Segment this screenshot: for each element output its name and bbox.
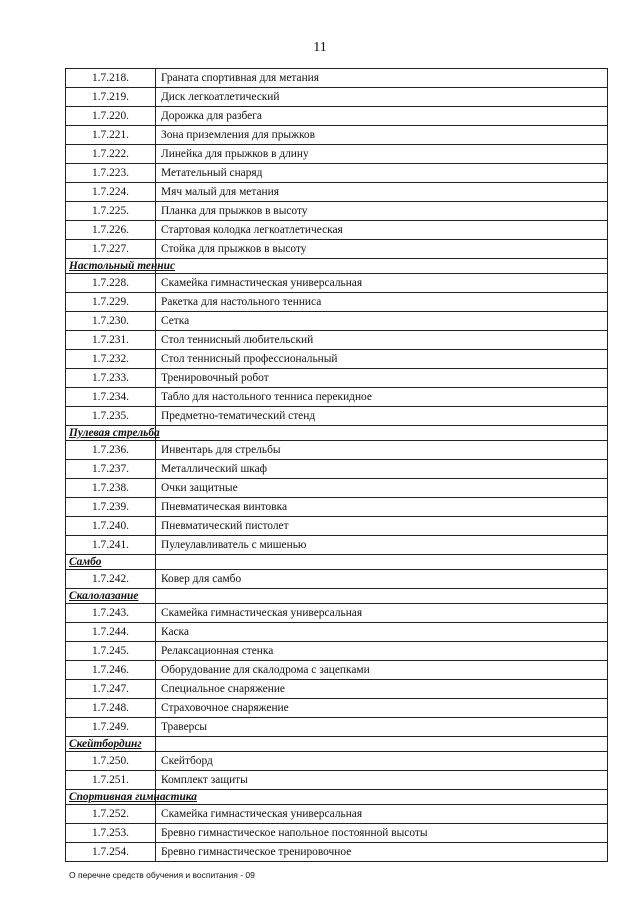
footer-note: О перечне средств обучения и воспитания - 09 (69, 870, 255, 880)
table-row (66, 604, 608, 623)
item-code: 1.7.239. (66, 498, 156, 517)
item-code: 1.7.240. (66, 517, 156, 536)
table-row (66, 623, 608, 642)
item-name: Мяч малый для метания (156, 183, 608, 202)
item-name: Каска (156, 623, 608, 642)
item-name: Инвентарь для стрельбы (156, 441, 608, 460)
item-name: Бревно гимнастическое тренировочное (156, 843, 608, 862)
item-name: Пневматическая винтовка (156, 498, 608, 517)
item-code: 1.7.219. (66, 88, 156, 107)
item-name: Релаксационная стенка (156, 642, 608, 661)
item-name: Зона приземления для прыжков (156, 126, 608, 145)
section-row (66, 259, 608, 274)
item-code: 1.7.237. (66, 460, 156, 479)
item-code: 1.7.226. (66, 221, 156, 240)
item-name: Специальное снаряжение (156, 680, 608, 699)
page-number: 11 (313, 40, 327, 55)
section-row (66, 790, 608, 805)
item-code: 1.7.232. (66, 350, 156, 369)
item-code: 1.7.233. (66, 369, 156, 388)
item-name: Предметно-тематический стенд (156, 407, 608, 426)
item-code: 1.7.225. (66, 202, 156, 221)
table-row (66, 460, 608, 479)
item-code: 1.7.242. (66, 570, 156, 589)
item-code: 1.7.249. (66, 718, 156, 737)
item-code: 1.7.223. (66, 164, 156, 183)
item-name: Оборудование для скалодрома с зацепками (156, 661, 608, 680)
item-code: 1.7.230. (66, 312, 156, 331)
table-row (66, 164, 608, 183)
item-name: Бревно гимнастическое напольное постоянной высоты (156, 824, 608, 843)
table-row (66, 350, 608, 369)
item-name: Скамейка гимнастическая универсальная (156, 604, 608, 623)
table-row (66, 240, 608, 259)
item-code: 1.7.251. (66, 771, 156, 790)
item-code: 1.7.244. (66, 623, 156, 642)
table-row (66, 699, 608, 718)
item-name: Пневматический пистолет (156, 517, 608, 536)
section-empty-cell (156, 589, 608, 604)
table-row (66, 498, 608, 517)
item-name: Тренировочный робот (156, 369, 608, 388)
item-name: Скейтборд (156, 752, 608, 771)
item-code: 1.7.228. (66, 274, 156, 293)
table-row (66, 69, 608, 88)
table-row (66, 293, 608, 312)
section-empty-cell (156, 555, 608, 570)
section-title: Самбо (66, 555, 156, 570)
item-code: 1.7.243. (66, 604, 156, 623)
section-empty-cell (156, 259, 608, 274)
table-row (66, 570, 608, 589)
item-code: 1.7.231. (66, 331, 156, 350)
section-empty-cell (156, 790, 608, 805)
item-code: 1.7.250. (66, 752, 156, 771)
table-row (66, 126, 608, 145)
table-row (66, 88, 608, 107)
item-code: 1.7.246. (66, 661, 156, 680)
table-row (66, 369, 608, 388)
item-name: Дорожка для разбега (156, 107, 608, 126)
item-name: Очки защитные (156, 479, 608, 498)
item-name: Ракетка для настольного тенниса (156, 293, 608, 312)
item-name: Скамейка гимнастическая универсальная (156, 274, 608, 293)
section-row (66, 589, 608, 604)
item-code: 1.7.235. (66, 407, 156, 426)
section-title: Настольный теннис (66, 259, 156, 274)
item-name: Сетка (156, 312, 608, 331)
item-code: 1.7.248. (66, 699, 156, 718)
item-name: Ковер для самбо (156, 570, 608, 589)
table-row (66, 274, 608, 293)
item-code: 1.7.238. (66, 479, 156, 498)
table-row (66, 517, 608, 536)
table-row (66, 771, 608, 790)
item-code: 1.7.253. (66, 824, 156, 843)
table-row (66, 107, 608, 126)
item-code: 1.7.224. (66, 183, 156, 202)
section-empty-cell (156, 737, 608, 752)
item-name: Стол теннисный профессиональный (156, 350, 608, 369)
item-name: Стойка для прыжков в высоту (156, 240, 608, 259)
section-title: Пулевая стрельба (66, 426, 156, 441)
table-row (66, 752, 608, 771)
item-name: Металлический шкаф (156, 460, 608, 479)
item-name: Планка для прыжков в высоту (156, 202, 608, 221)
item-name: Скамейка гимнастическая универсальная (156, 805, 608, 824)
item-code: 1.7.221. (66, 126, 156, 145)
table-row (66, 388, 608, 407)
section-row (66, 737, 608, 752)
item-name: Комплект защиты (156, 771, 608, 790)
table-row (66, 183, 608, 202)
item-name: Линейка для прыжков в длину (156, 145, 608, 164)
section-title: Спортивная гимнастика (66, 790, 156, 805)
table-row (66, 536, 608, 555)
table-row (66, 642, 608, 661)
item-code: 1.7.247. (66, 680, 156, 699)
item-name: Траверсы (156, 718, 608, 737)
item-code: 1.7.241. (66, 536, 156, 555)
table-row (66, 805, 608, 824)
section-row (66, 555, 608, 570)
section-row (66, 426, 608, 441)
item-code: 1.7.229. (66, 293, 156, 312)
item-code: 1.7.222. (66, 145, 156, 164)
table-row (66, 441, 608, 460)
item-code: 1.7.220. (66, 107, 156, 126)
item-code: 1.7.254. (66, 843, 156, 862)
table-row (66, 145, 608, 164)
item-name: Страховочное снаряжение (156, 699, 608, 718)
item-code: 1.7.218. (66, 69, 156, 88)
item-name: Стартовая колодка легкоатлетическая (156, 221, 608, 240)
table-row (66, 202, 608, 221)
table-row (66, 331, 608, 350)
table-row (66, 479, 608, 498)
equipment-table (65, 68, 608, 862)
table-row (66, 718, 608, 737)
item-code: 1.7.234. (66, 388, 156, 407)
item-name: Табло для настольного тенниса перекидное (156, 388, 608, 407)
table-row (66, 312, 608, 331)
section-title: Скейтбординг (66, 737, 156, 752)
item-name: Граната спортивная для метания (156, 69, 608, 88)
equipment-table-body (66, 69, 608, 862)
table-row (66, 407, 608, 426)
item-code: 1.7.227. (66, 240, 156, 259)
table-row (66, 843, 608, 862)
table-row (66, 824, 608, 843)
section-empty-cell (156, 426, 608, 441)
section-title: Скалолазание (66, 589, 156, 604)
table-row (66, 680, 608, 699)
table-row (66, 661, 608, 680)
item-code: 1.7.236. (66, 441, 156, 460)
item-code: 1.7.245. (66, 642, 156, 661)
item-name: Метательный снаряд (156, 164, 608, 183)
item-name: Диск легкоатлетический (156, 88, 608, 107)
item-code: 1.7.252. (66, 805, 156, 824)
table-row (66, 221, 608, 240)
item-name: Пулеулавливатель с мишенью (156, 536, 608, 555)
item-name: Стол теннисный любительский (156, 331, 608, 350)
